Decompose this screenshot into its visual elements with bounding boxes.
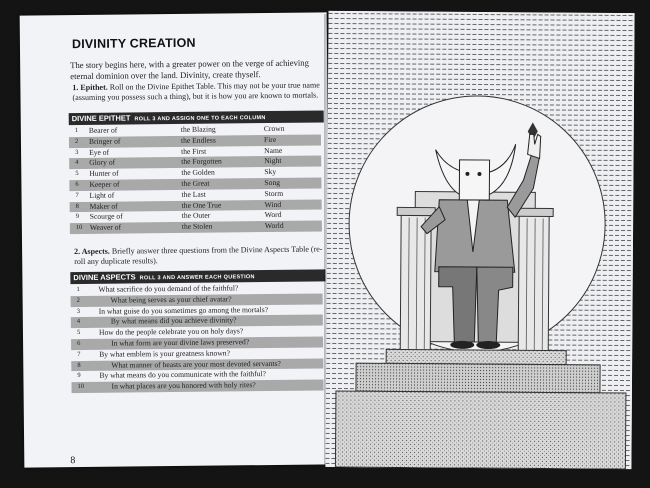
pillar-cap-right [515, 208, 553, 216]
row-number: 1 [74, 127, 79, 135]
epithet-col-3: Song [264, 177, 281, 188]
aspect-question: By what emblem is your greatness known? [99, 348, 230, 359]
aspect-question: How do the people celebrate you on holy days? [98, 326, 244, 337]
epithet-col-3: Sky [264, 167, 277, 177]
epithet-col-1: Bearer of [88, 125, 118, 135]
epithet-table-subtitle: ROLL 3 AND ASSIGN ONE TO EACH COLUMN [134, 115, 266, 123]
epithet-step-text: Roll on the Divine Epithet Table. This may not be your true name (assuming you possess such a thing), but it is how you are known to mortals. [72, 80, 320, 102]
aspect-question: In what guise do you sometimes go among the mortals? [98, 304, 269, 316]
epithet-col-2: the Blazing [180, 124, 216, 134]
table-row [71, 380, 323, 393]
figure-eye-left [465, 172, 469, 176]
pillar-cap-left [397, 207, 435, 215]
row-number: 6 [75, 181, 79, 189]
aspects-table-subtitle: ROLL 3 AND ANSWER EACH QUESTION [139, 274, 255, 282]
row-number: 3 [75, 148, 79, 156]
epithet-col-1: Bringer of [88, 136, 121, 146]
left-page [20, 12, 332, 467]
figure-face [459, 160, 489, 200]
figure-raised-hand [528, 134, 541, 158]
throne-pillar-right [518, 212, 549, 352]
epithet-col-2: the Endless [180, 135, 216, 145]
row-number: 7 [75, 191, 79, 199]
epithet-col-1: Keeper of [89, 179, 120, 189]
epithet-col-2: the Stolen [181, 221, 213, 232]
row-number: 2 [74, 137, 79, 145]
aspects-step-text: Briefly answer three questions from the Divine Aspects Table (re-roll any duplicate results). [74, 244, 323, 266]
epithet-col-1: Maker of [89, 201, 118, 211]
epithet-col-3: Fire [263, 134, 277, 144]
epithet-col-2: the Golden [181, 167, 215, 178]
aspect-question: By what means do you communicate with the faithful? [99, 369, 267, 381]
epithet-col-1: Scourge of [89, 211, 123, 222]
row-number: 6 [77, 340, 81, 348]
aspect-question: What sacrifice do you demand of the faithful? [98, 283, 239, 294]
row-number: 8 [77, 361, 81, 369]
epithet-col-2: the Great [181, 178, 210, 188]
aspect-question: By what means did you achieve divinity? [110, 315, 237, 327]
epithet-instruction [72, 80, 324, 102]
dais-bottom-step [335, 391, 626, 469]
epithet-col-3: Crown [263, 123, 285, 134]
row-number: 9 [75, 213, 80, 221]
row-number: 10 [77, 383, 85, 391]
epithet-col-3: World [264, 221, 284, 231]
epithet-table-title: DIVINE EPITHET [71, 113, 131, 124]
row-number: 5 [76, 329, 81, 337]
epithet-col-3: Word [264, 210, 282, 220]
row-number: 3 [76, 307, 81, 315]
epithet-col-1: Eye of [89, 147, 110, 157]
row-number: 4 [76, 318, 81, 326]
dais-middle-step [356, 363, 600, 393]
epithet-col-2: the First [181, 146, 207, 156]
intro-text: The story begins here, with a greater power on the verge of achieving eternal dominion over the land. Divinity, create thyself. [70, 57, 309, 81]
enthroned-deity-illustration [325, 11, 634, 469]
aspects-step-label: 2. Aspects. [74, 246, 110, 257]
epithet-col-3: Night [264, 156, 282, 166]
aspect-question: In what places are you honored with holy rites? [111, 380, 256, 391]
row-number: 1 [76, 286, 80, 294]
right-page-illustration [325, 11, 634, 469]
page-number: 8 [70, 455, 76, 467]
epithet-col-1: Glory of [89, 158, 116, 168]
dais-top-step [386, 349, 566, 364]
aspects-table-title: DIVINE ASPECTS [73, 272, 136, 283]
row-number: 7 [77, 350, 81, 358]
row-number: 5 [75, 170, 79, 178]
row-number: 8 [75, 202, 79, 210]
row-number: 2 [76, 296, 80, 304]
epithet-col-1: Weaver of [89, 222, 122, 233]
epithet-col-3: Name [264, 145, 283, 155]
epithet-col-3: Storm [264, 188, 284, 198]
epithet-col-2: the Outer [181, 211, 211, 221]
aspects-instruction [74, 244, 326, 266]
row-number: 4 [75, 159, 79, 167]
epithet-col-2: the Forgotten [181, 156, 222, 167]
epithet-col-2: the Last [181, 189, 206, 199]
aspect-question: What being serves as your chief avatar? [110, 294, 232, 305]
epithet-col-1: Light of [89, 190, 115, 200]
epithet-step-label: 1. Epithet. [72, 82, 108, 93]
row-number: 9 [77, 372, 81, 380]
figure-eye-right [477, 172, 481, 176]
aspect-question: In what form are your divine laws preserved? [111, 337, 250, 348]
page-title: DIVINITY CREATION [71, 35, 196, 52]
table-row [70, 221, 322, 234]
row-number: 10 [75, 224, 83, 232]
epithet-col-2: the One True [181, 200, 222, 210]
epithet-col-3: Wind [264, 199, 282, 209]
aspect-question: What manner of beasts are your most devoted servants? [111, 358, 281, 370]
epithet-col-1: Hunter of [89, 168, 119, 179]
